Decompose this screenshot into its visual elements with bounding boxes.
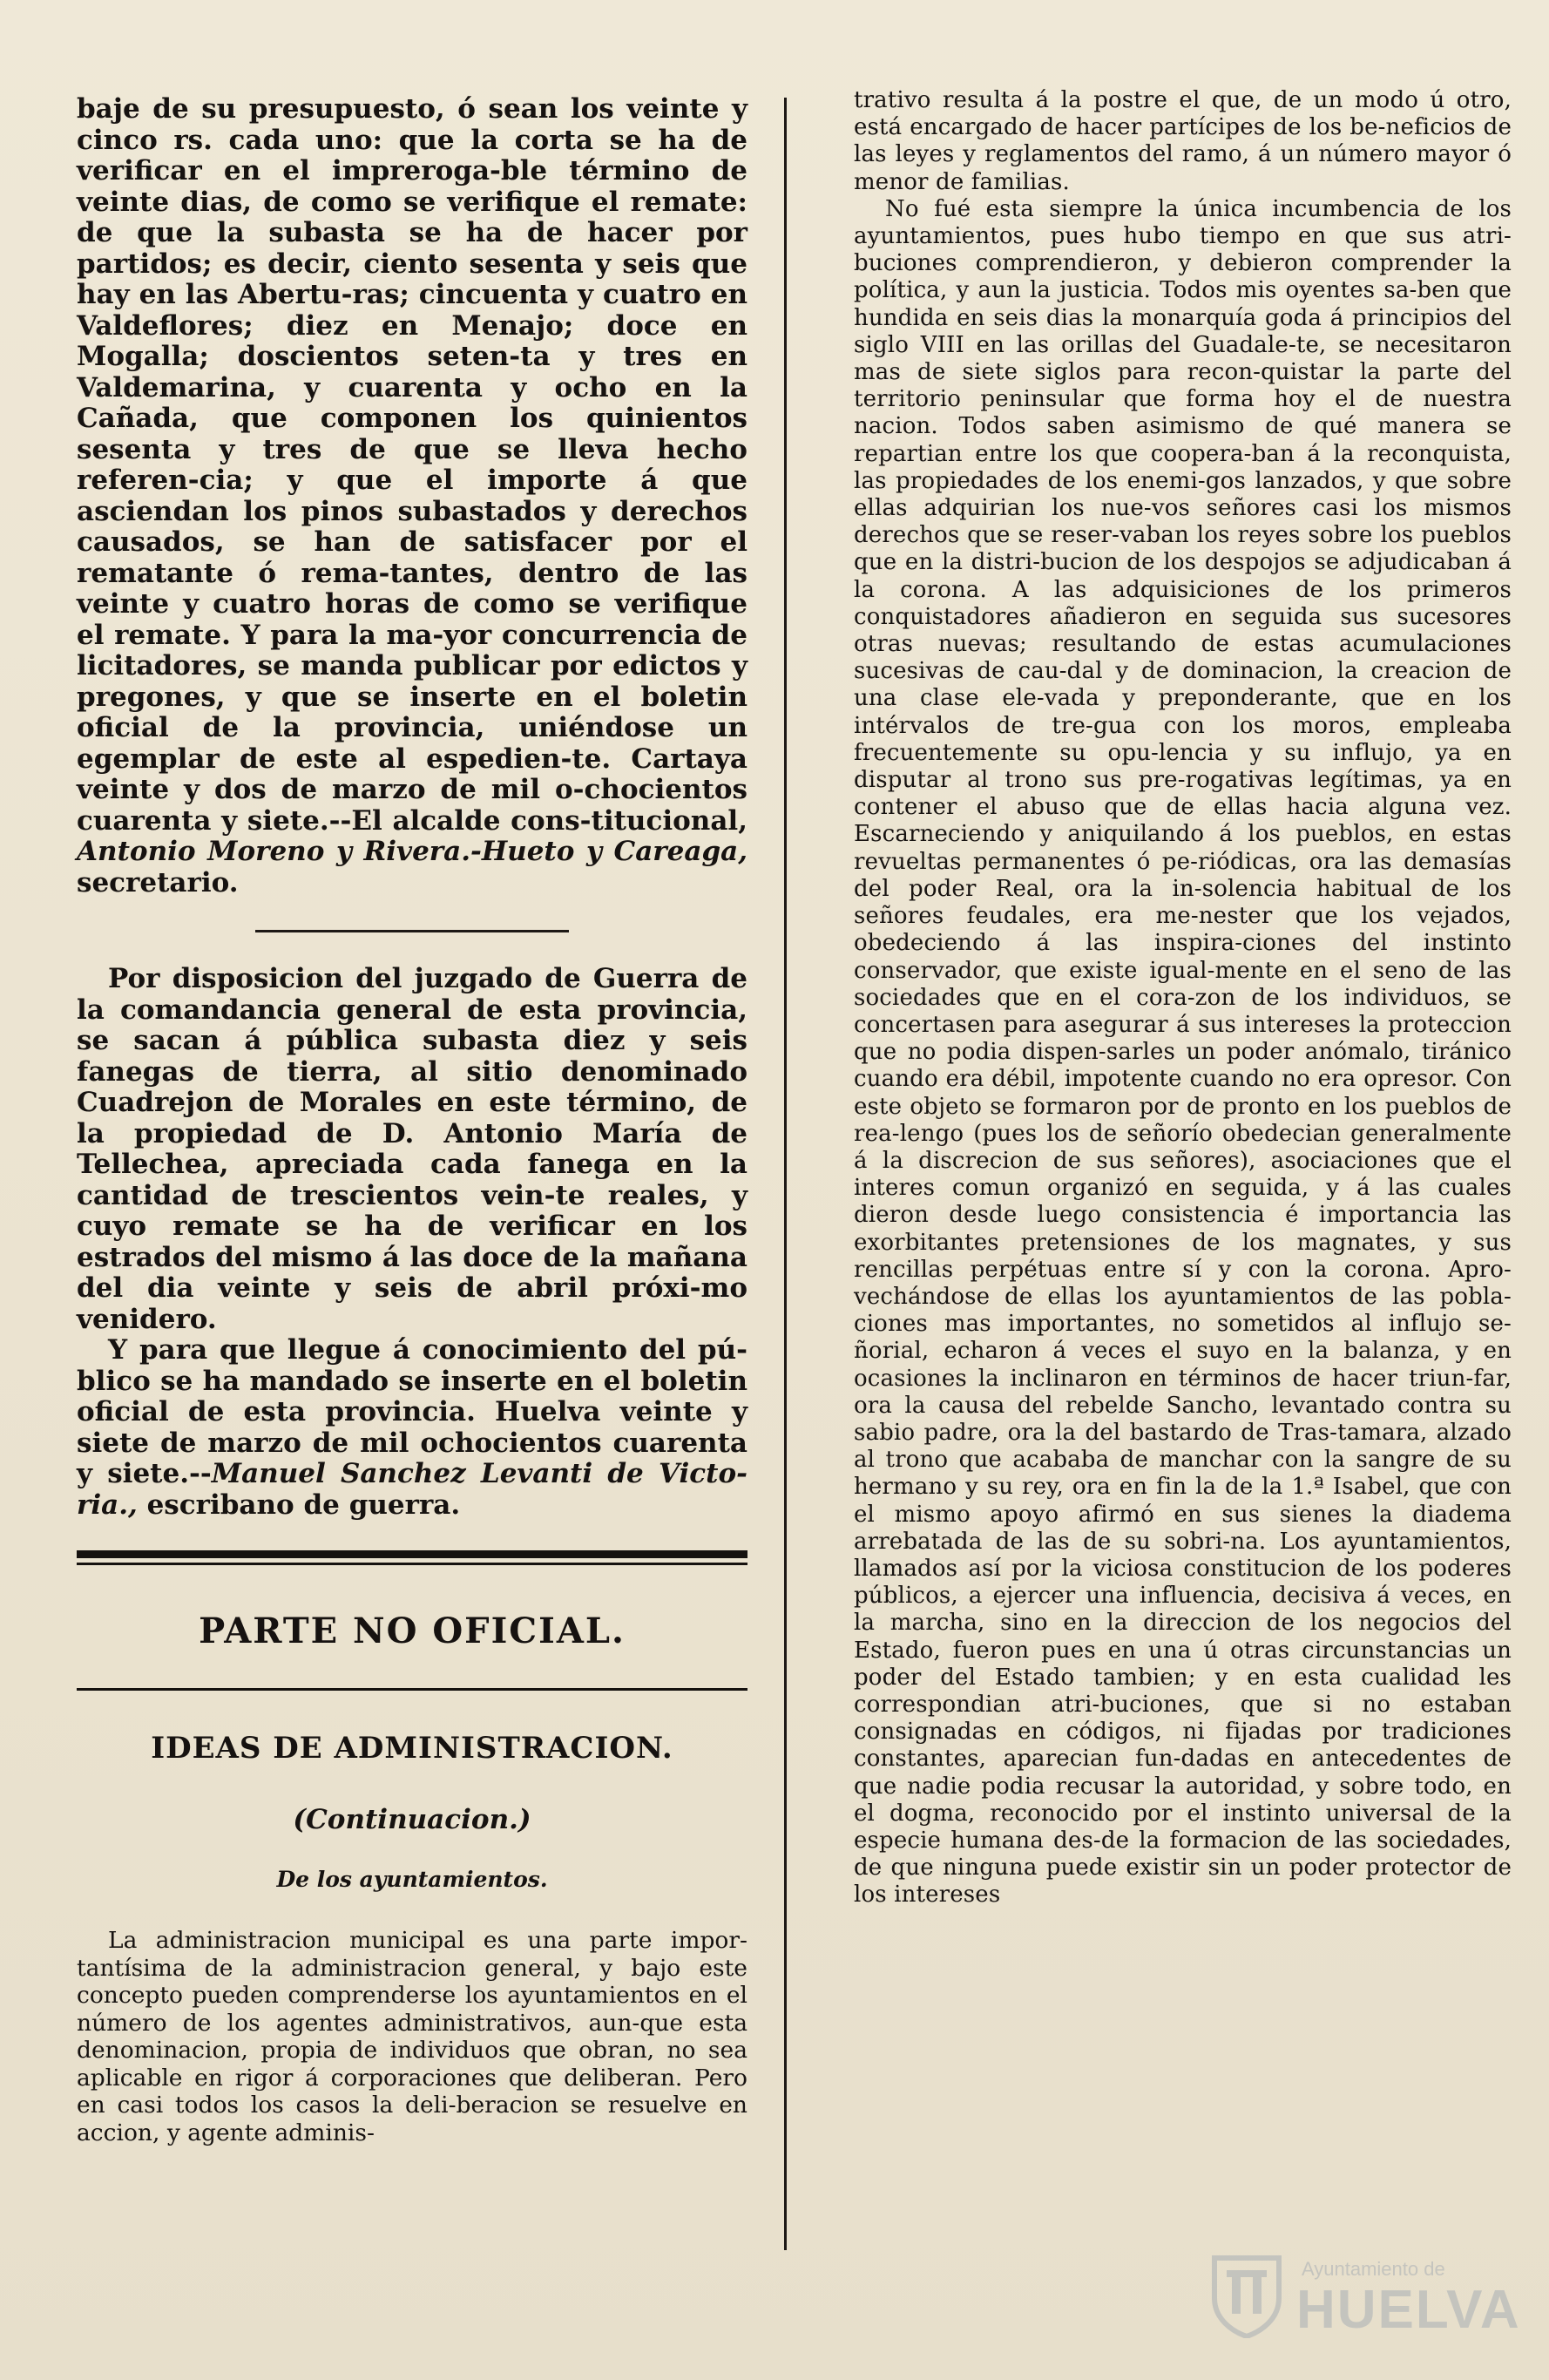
city-crest-icon <box>1209 2255 1284 2338</box>
right-column <box>854 87 1512 2318</box>
continuation-label: (Continuacion.) <box>293 1804 531 1835</box>
watermark <box>1209 2249 1521 2345</box>
signature-names: Manuel Sanchez Levanti de Victo-ria., <box>77 1458 748 1521</box>
left-column <box>77 94 747 2325</box>
column-rule <box>784 98 787 2250</box>
war-court-notice: Por disposicion del juzgado de Guerra de la comandancia general de esta provincia, se sacan á pública subasta diez y seis fanegas de tierra, al sitio denominado Cuadrejon de Morales en este término, de la propiedad de D. Antonio María de Tellechea, apreciada cada fanega en la cantidad de trescientos vein-te reales, y cuyo remate se ha de verificar en los estrados del mismo á las doce de la mañana del dia veinte y seis de abril próxi-mo venidero. <box>77 963 747 1335</box>
separator-rule <box>255 930 569 932</box>
section-divider <box>77 1550 747 1565</box>
title-rule <box>77 1688 747 1691</box>
article-paragraph: La administracion municipal es una parte impor-tantísima de la administracion general, y bajo este concepto pueden comprenderse los ayuntamientos en el número de los agentes administrativos, aun-que esta denominacion, propia de individuos que obran, no sea aplicable en rigor á corporaciones que deliberan. Pero en casi todos los casos la deli-beracion se resuelve en accion, y agente adminis- <box>77 1927 747 2146</box>
subsection-title: De los ayuntamientos. <box>276 1867 548 1892</box>
section-title: PARTE NO OFICIAL. <box>199 1610 626 1651</box>
watermark-caption: Ayuntamiento de <box>1302 2258 1445 2280</box>
auction-notice-continuation: baje de su presupuesto, ó sean los veinte y cinco rs. cada uno: que la corta se ha de verificar en el impreroga-ble término de veinte dias, de como se verifique el remate: de que la subasta se ha de hacer por partidos; es decir, ciento sesenta y seis que hay en las Abertu-ras; cincuenta y cuatro en Valdeflores; diez en Menajo; doce en Mogalla; doscientos seten-ta y tres en Valdemarina, y cuarenta y ocho en la Cañada, que componen los quinientos sesenta y tres de que se lleva hecho referen-cia; y que el importe á que asciendan los pinos subastados y derechos causados, se han de satisfacer por el rematante ó rema-tantes, dentro de las veinte y cuatro horas de como se verifique el remate. Y para la ma-yor concurrencia de licitadores, se manda publicar por edictos y pregones, y que se inserte en el boletin oficial de la provincia, uniéndose un egemplar de este al espedien-te. Cartaya veinte y dos de marzo de mil o-chocientos cuarenta y siete.--El alcalde cons-titucional, Antonio Moreno y Rivera.-Hueto y Careaga, secretario. <box>77 93 747 898</box>
signature-names: Antonio Moreno y Rivera.-Hueto y Careaga, <box>77 836 747 867</box>
article-paragraph: No fué esta siempre la única incumbencia de los ayuntamientos, pues hubo tiempo en que sus atri-buciones comprendieron, y debieron comprender la política, y aun la justicia. Todos mis oyentes sa-ben que hundida en seis dias la monarquía goda á principios del siglo VIII en las orillas del Guadale-te, se necesitaron mas de siete siglos para recon-quistar la parte del territorio peninsular que forma hoy el de nuestra nacion. Todos saben asimismo de qué manera se repartian entre los que coopera-ban á la reconquista, las propiedades de los enemi-gos lanzados, y que sobre ellas adquirian los nue-vos señores casi los mismos derechos que se reser-vaban los reyes sobre los pueblos que en la distri-bucion de los despojos se adjudicaban á la corona. A las adquisiciones de los primeros conquistadores añadieron en seguida sus sucesores otras nuevas; resultando de estas acumulaciones sucesivas de cau-dal y de dominacion, la creacion de una clase ele-vada y preponderante, que en los intérvalos de tre-gua con los moros, empleaba frecuentemente su opu-lencia y su influjo, ya en disputar al trono sus pre-rogativas legítimas, ya en contener el abuso que de ellas hacia alguna vez. Escarneciendo y aniquilando á los pueblos, en estas revueltas permanentes ó pe-riódicas, ora las demasías del poder Real, ora la in-solencia habitual de los señores feudales, era me-nester que los vejados, obedeciendo á las inspira-ciones del instinto conservador, que existe igual-mente en el seno de las sociedades que en el cora-zon de los individuos, se concertasen para asegurar á sus intereses la proteccion que no podia dispen-sarles un poder anómalo, tiránico cuando era débil, impotente cuando no era opresor. Con este objeto se formaron por de pronto en los pueblos de rea-lengo (pues los de señorío obedecian generalmente á la discrecion de sus señores), asociaciones que el interes comun organizó en seguida, y á las cuales dieron desde luego consistencia é importancia las exorbitantes pretensiones de los magnates, y sus rencillas perpétuas entre sí y con la corona. Apro-vechándose de ellas los ayuntamientos de las pobla-ciones mas importantes, no sometidos al influjo se-ñorial, echaron á veces el suyo en la balanza, y en ocasiones la inclinaron en términos de hacer triun-far, ora la causa del rebelde Sancho, levantado contra su sabio padre, ora la del bastardo de Tras-tamara, alzado al trono que acababa de manchar con la sangre de su hermano y su rey, ora en fin la de la 1.ª Isabel, que con el mismo apoyo afirmó en sus sienes la diadema arrebatada de las de su sobri-na. Los ayuntamientos, llamados así por la viciosa constitucion de los poderes públicos, a ejercer una influencia, decisiva á veces, en la marcha, sino en la direccion de los negocios del Estado, fueron pues en una ú otras circunstancias un poder del Estado tambien; y en esta cualidad les correspondian atri-buciones, que si no estaban consignadas en códigos, ni fijadas por tradiciones constantes, aparecian fun-dadas en antecedentes de que nadie podia recusar la autoridad, y sobre todo, en el dogma, reconocido por el instinto universal de la especie humana des-de la formacion de las sociedades, de que ninguna puede existir sin un poder protector de los intereses <box>854 195 1512 1909</box>
watermark-city: HUELVA <box>1296 2280 1521 2340</box>
war-court-notice-closing: Y para que llegue á conocimiento del pú-blico se ha mandado se inserte en el boletin oficial de esta provincia. Huelva veinte y siete de marzo de mil ochocientos cuarenta y siete.--Manuel Sanchez Levanti de Victo-ria., escribano de guerra. <box>77 1334 748 1521</box>
article-title: IDEAS DE ADMINISTRACION. <box>151 1731 673 1766</box>
article-paragraph: trativo resulta á la postre el que, de un modo ú otro, está encargado de hacer partícipes de los be-neficios de las leyes y reglamentos del ramo, á un número mayor ó menor de familias. <box>854 87 1512 195</box>
